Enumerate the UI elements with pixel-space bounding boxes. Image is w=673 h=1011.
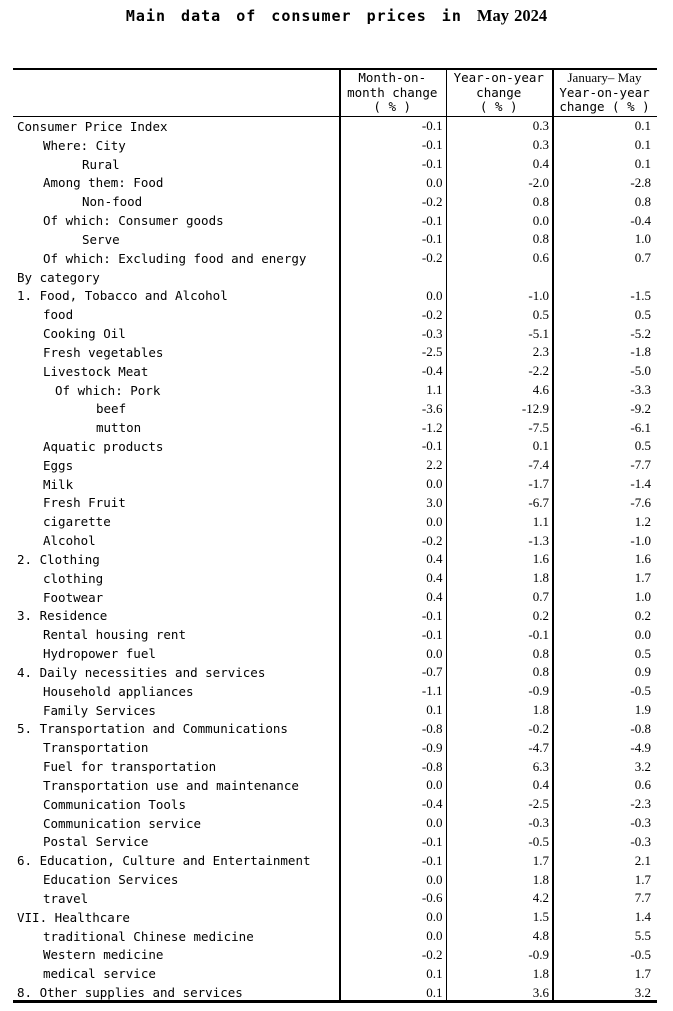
year-on-year-value: -2.5 xyxy=(528,796,549,812)
january-may-value: 3.2 xyxy=(634,984,651,1000)
january-may-value: -7.7 xyxy=(630,457,651,473)
year-on-year-value: -7.5 xyxy=(528,419,549,435)
month-on-month-value: 0.1 xyxy=(426,702,443,718)
month-on-month-value: -0.7 xyxy=(421,664,443,680)
january-may-value: -9.2 xyxy=(630,400,651,416)
row-label: By category xyxy=(17,269,100,285)
table-row xyxy=(13,720,657,739)
row-label: Communication service xyxy=(43,815,202,831)
table-row xyxy=(13,757,657,776)
year-on-year-value: 0.8 xyxy=(532,645,549,661)
january-may-value: -2.8 xyxy=(630,174,651,190)
month-on-month-value: -0.2 xyxy=(421,532,443,548)
table-row xyxy=(13,569,657,588)
january-may-value: -1.8 xyxy=(630,344,651,360)
row-label: Alcohol xyxy=(43,533,96,549)
month-on-month-value: -0.1 xyxy=(421,118,443,134)
table-row xyxy=(13,286,657,305)
header-line: ( % ) xyxy=(373,99,412,115)
january-may-value: -0.8 xyxy=(630,720,651,736)
january-may-value: -7.6 xyxy=(630,494,651,510)
year-on-year-value: 0.3 xyxy=(532,137,549,153)
table-row xyxy=(13,531,657,550)
year-on-year-value: -0.9 xyxy=(528,683,549,699)
month-on-month-value: 0.0 xyxy=(426,287,443,303)
table-row xyxy=(13,588,657,607)
january-may-value: 1.0 xyxy=(634,589,651,605)
month-on-month-value: -0.8 xyxy=(421,758,443,774)
month-on-month-value: -0.1 xyxy=(421,212,443,228)
table-row xyxy=(13,795,657,814)
month-on-month-value: 3.0 xyxy=(426,494,443,510)
row-label: Rental housing rent xyxy=(43,627,186,643)
month-on-month-value: -0.1 xyxy=(421,137,443,153)
table-row xyxy=(13,908,657,927)
month-on-month-value: 0.4 xyxy=(426,589,443,605)
table-row xyxy=(13,889,657,908)
year-on-year-value: -7.4 xyxy=(528,457,549,473)
year-on-year-value: -0.3 xyxy=(528,815,549,831)
row-label: Hydropower fuel xyxy=(43,646,156,662)
table-row xyxy=(13,983,657,1002)
january-may-value: 0.1 xyxy=(634,118,651,134)
month-on-month-value: -0.1 xyxy=(421,852,443,868)
month-on-month-value: -0.4 xyxy=(421,363,443,379)
january-may-value: -2.3 xyxy=(630,796,651,812)
month-on-month-value: -0.1 xyxy=(421,833,443,849)
row-label: Livestock Meat xyxy=(43,363,149,379)
year-on-year-value: 0.6 xyxy=(532,250,549,266)
row-label: Family Services xyxy=(43,702,156,718)
year-on-year-value: -1.3 xyxy=(528,532,549,548)
row-label: Fuel for transportation xyxy=(43,759,217,775)
month-on-month-value: -0.8 xyxy=(421,720,443,736)
header-year-on-year-change xyxy=(446,71,553,115)
table-row xyxy=(13,550,657,569)
table-row xyxy=(13,494,657,513)
month-on-month-value: -0.6 xyxy=(421,890,443,906)
year-on-year-value: 0.2 xyxy=(532,607,549,623)
table-row xyxy=(13,230,657,249)
january-may-value: 1.0 xyxy=(634,231,651,247)
header-line: January– May xyxy=(567,70,642,86)
month-on-month-value: -1.1 xyxy=(421,683,443,699)
row-label: VII. Healthcare xyxy=(17,909,130,925)
year-on-year-value: -4.7 xyxy=(528,739,549,755)
row-label: Household appliances xyxy=(43,683,194,699)
row-label: Fresh vegetables xyxy=(43,344,164,360)
january-may-value: 0.8 xyxy=(634,193,651,209)
month-on-month-value: -0.1 xyxy=(421,607,443,623)
january-may-value: -0.3 xyxy=(630,815,651,831)
row-label: Non-food xyxy=(82,194,143,210)
row-label: Fresh Fruit xyxy=(43,495,126,511)
month-on-month-value: -0.1 xyxy=(421,231,443,247)
table-row xyxy=(13,964,657,983)
year-on-year-value: -0.1 xyxy=(528,626,549,642)
table-row xyxy=(13,155,657,174)
january-may-value: -0.3 xyxy=(630,833,651,849)
year-on-year-value: -2.0 xyxy=(528,174,549,190)
row-label: cigarette xyxy=(43,514,111,530)
month-on-month-value: -2.5 xyxy=(421,344,443,360)
year-on-year-value: 0.4 xyxy=(532,777,549,793)
year-on-year-value: -5.1 xyxy=(528,325,549,341)
month-on-month-value: -0.2 xyxy=(421,946,443,962)
table-row xyxy=(13,324,657,343)
year-on-year-value: 4.6 xyxy=(532,382,549,397)
month-on-month-value: -0.4 xyxy=(421,796,443,812)
row-label: Serve xyxy=(82,231,120,247)
year-on-year-value: 0.0 xyxy=(532,212,549,228)
january-may-value: -5.0 xyxy=(630,363,651,379)
month-on-month-value: 1.1 xyxy=(426,382,443,397)
january-may-value: 1.2 xyxy=(634,513,651,529)
year-on-year-value: -6.7 xyxy=(528,494,549,510)
year-on-year-value: -0.5 xyxy=(528,833,549,849)
row-label: Cooking Oil xyxy=(43,326,126,342)
row-label: 4. Daily necessities and services xyxy=(17,664,266,680)
row-label: Milk xyxy=(43,476,74,492)
row-label: beef xyxy=(96,401,127,417)
table-row xyxy=(13,738,657,757)
table-row xyxy=(13,814,657,833)
january-may-value: 1.6 xyxy=(634,551,651,567)
month-on-month-value: 0.1 xyxy=(426,965,443,981)
table-row xyxy=(13,512,657,531)
row-label: Western medicine xyxy=(43,947,164,963)
table-row xyxy=(13,832,657,851)
year-on-year-value: 0.5 xyxy=(532,306,549,322)
january-may-value: -0.5 xyxy=(630,683,651,699)
row-label: Of which: Excluding food and energy xyxy=(43,250,307,266)
table-row xyxy=(13,117,657,136)
table-row xyxy=(13,399,657,418)
month-on-month-value: 0.0 xyxy=(426,174,443,190)
column-divider-2 xyxy=(446,70,448,1000)
month-on-month-value: 0.0 xyxy=(426,815,443,831)
row-label: food xyxy=(43,307,74,323)
january-may-value: -1.4 xyxy=(630,476,651,492)
header-line: Year-on-year xyxy=(559,84,650,100)
year-on-year-value: 0.4 xyxy=(532,156,549,172)
january-may-value: 2.1 xyxy=(634,852,651,868)
header-line: change ( % ) xyxy=(559,99,650,115)
row-label: Rural xyxy=(82,156,120,172)
january-may-value: -3.3 xyxy=(630,382,651,397)
year-on-year-value: -12.9 xyxy=(521,400,549,416)
year-on-year-value: 0.8 xyxy=(532,231,549,247)
month-on-month-value: 0.0 xyxy=(426,645,443,661)
header-line: Month-on- xyxy=(358,70,427,86)
table-row xyxy=(13,870,657,889)
january-may-value: 7.7 xyxy=(634,890,651,906)
january-may-value: -1.0 xyxy=(630,532,651,548)
month-on-month-value: -3.6 xyxy=(421,400,443,416)
row-label: Of which: Pork xyxy=(55,382,161,398)
month-on-month-value: -0.9 xyxy=(421,739,443,755)
january-may-value: 1.7 xyxy=(634,965,651,981)
row-label: medical service xyxy=(43,966,156,982)
header-line: month change xyxy=(347,84,438,100)
row-label: Eggs xyxy=(43,457,74,473)
row-label: Communication Tools xyxy=(43,796,186,812)
month-on-month-value: 0.1 xyxy=(426,984,443,1000)
january-may-value: 1.4 xyxy=(634,909,651,925)
year-on-year-value: 2.3 xyxy=(532,344,549,360)
year-on-year-value: -1.0 xyxy=(528,287,549,303)
month-on-month-value: 0.0 xyxy=(426,777,443,793)
month-on-month-value: 2.2 xyxy=(426,457,443,473)
row-label: Where: City xyxy=(43,137,126,153)
row-label: mutton xyxy=(96,420,142,436)
month-on-month-value: -0.2 xyxy=(421,193,443,209)
table-row xyxy=(13,701,657,720)
table-header xyxy=(13,70,657,117)
table-row xyxy=(13,418,657,437)
table-row xyxy=(13,192,657,211)
table-row xyxy=(13,776,657,795)
row-label: 1. Food, Tobacco and Alcohol xyxy=(17,288,228,304)
row-label: Among them: Food xyxy=(43,175,164,191)
month-on-month-value: -0.1 xyxy=(421,156,443,172)
page-title-date: May 2024 xyxy=(476,6,548,25)
row-label: Transportation use and maintenance xyxy=(43,777,299,793)
january-may-value: -0.5 xyxy=(630,946,651,962)
year-on-year-value: 3.6 xyxy=(532,984,549,1000)
january-may-value: 3.2 xyxy=(634,758,651,774)
year-on-year-value: 1.8 xyxy=(532,871,549,887)
table-row xyxy=(13,682,657,701)
january-may-value: 0.7 xyxy=(634,250,651,266)
year-on-year-value: 6.3 xyxy=(532,758,549,774)
table-row xyxy=(13,381,657,400)
year-on-year-value: -2.2 xyxy=(528,363,549,379)
january-may-value: 0.9 xyxy=(634,664,651,680)
month-on-month-value: 0.4 xyxy=(426,551,443,567)
year-on-year-value: -1.7 xyxy=(528,476,549,492)
header-january-may-change xyxy=(552,71,657,115)
table-row xyxy=(13,927,657,946)
year-on-year-value: 1.8 xyxy=(532,702,549,718)
row-label: 5. Transportation and Communications xyxy=(17,721,288,737)
january-may-value: 0.2 xyxy=(634,607,651,623)
january-may-value: 1.9 xyxy=(634,702,651,718)
consumer-prices-table xyxy=(13,68,657,1003)
row-label: Aquatic products xyxy=(43,438,164,454)
year-on-year-value: 4.8 xyxy=(532,928,549,944)
table-row xyxy=(13,343,657,362)
month-on-month-value: -1.2 xyxy=(421,419,443,435)
table-row xyxy=(13,456,657,475)
year-on-year-value: 1.8 xyxy=(532,570,549,586)
page-title xyxy=(0,6,673,26)
row-label: 3. Residence xyxy=(17,608,108,624)
month-on-month-value: 0.0 xyxy=(426,871,443,887)
january-may-value: -0.4 xyxy=(630,212,651,228)
table-row xyxy=(13,663,657,682)
january-may-value: 0.1 xyxy=(634,137,651,153)
year-on-year-value: 1.7 xyxy=(532,852,549,868)
month-on-month-value: -0.1 xyxy=(421,626,443,642)
january-may-value: 0.6 xyxy=(634,777,651,793)
table-row xyxy=(13,211,657,230)
row-label: Footwear xyxy=(43,589,104,605)
row-label: traditional Chinese medicine xyxy=(43,928,254,944)
year-on-year-value: 0.1 xyxy=(532,438,549,454)
month-on-month-value: 0.0 xyxy=(426,928,443,944)
year-on-year-value: 0.8 xyxy=(532,193,549,209)
year-on-year-value: 1.8 xyxy=(532,965,549,981)
january-may-value: 0.0 xyxy=(634,626,651,642)
table-row xyxy=(13,249,657,268)
january-may-value: 1.7 xyxy=(634,871,651,887)
month-on-month-value: -0.1 xyxy=(421,438,443,454)
year-on-year-value: -0.9 xyxy=(528,946,549,962)
row-label: Postal Service xyxy=(43,834,149,850)
row-label: 2. Clothing xyxy=(17,551,100,567)
row-label: Transportation xyxy=(43,740,149,756)
month-on-month-value: -0.2 xyxy=(421,250,443,266)
table-row xyxy=(13,625,657,644)
month-on-month-value: -0.2 xyxy=(421,306,443,322)
row-label: 6. Education, Culture and Entertainment xyxy=(17,853,311,869)
row-label: travel xyxy=(43,890,89,906)
row-label: 8. Other supplies and services xyxy=(17,985,243,1000)
year-on-year-value: 1.5 xyxy=(532,909,549,925)
table-row xyxy=(13,607,657,626)
january-may-value: 0.5 xyxy=(634,645,651,661)
january-may-value: 1.7 xyxy=(634,570,651,586)
year-on-year-value: -0.2 xyxy=(528,720,549,736)
january-may-value: 5.5 xyxy=(634,928,651,944)
year-on-year-value: 0.8 xyxy=(532,664,549,680)
table-row xyxy=(13,437,657,456)
table-row xyxy=(13,644,657,663)
year-on-year-value: 1.1 xyxy=(532,513,549,529)
year-on-year-value: 0.7 xyxy=(532,589,549,605)
column-divider-3 xyxy=(552,70,554,1000)
header-month-on-month-change xyxy=(339,71,446,115)
month-on-month-value: 0.0 xyxy=(426,476,443,492)
table-row xyxy=(13,851,657,870)
row-label: clothing xyxy=(43,570,104,586)
january-may-value: -4.9 xyxy=(630,739,651,755)
table-row xyxy=(13,362,657,381)
table-row xyxy=(13,268,657,287)
january-may-value: 0.1 xyxy=(634,156,651,172)
year-on-year-value: 1.6 xyxy=(532,551,549,567)
header-line: change xyxy=(476,84,522,100)
month-on-month-value: -0.3 xyxy=(421,325,443,341)
row-label: Education Services xyxy=(43,872,179,888)
table-body xyxy=(13,117,657,1002)
january-may-value: 0.5 xyxy=(634,306,651,322)
month-on-month-value: 0.0 xyxy=(426,909,443,925)
table-row xyxy=(13,136,657,155)
table-row xyxy=(13,475,657,494)
year-on-year-value: 0.3 xyxy=(532,118,549,134)
table-row xyxy=(13,173,657,192)
page-title-text: Main data of consumer prices in xyxy=(125,7,462,25)
month-on-month-value: 0.4 xyxy=(426,570,443,586)
row-label: Of which: Consumer goods xyxy=(43,213,224,229)
january-may-value: -1.5 xyxy=(630,287,651,303)
january-may-value: -6.1 xyxy=(630,419,651,435)
january-may-value: -5.2 xyxy=(630,325,651,341)
column-divider-1 xyxy=(339,70,341,1000)
table-row xyxy=(13,945,657,964)
year-on-year-value: 4.2 xyxy=(532,890,549,906)
table-row xyxy=(13,305,657,324)
row-label: Consumer Price Index xyxy=(17,118,168,134)
header-line: ( % ) xyxy=(479,99,518,115)
january-may-value: 0.5 xyxy=(634,438,651,454)
month-on-month-value: 0.0 xyxy=(426,513,443,529)
header-line: Year-on-year xyxy=(453,70,544,86)
